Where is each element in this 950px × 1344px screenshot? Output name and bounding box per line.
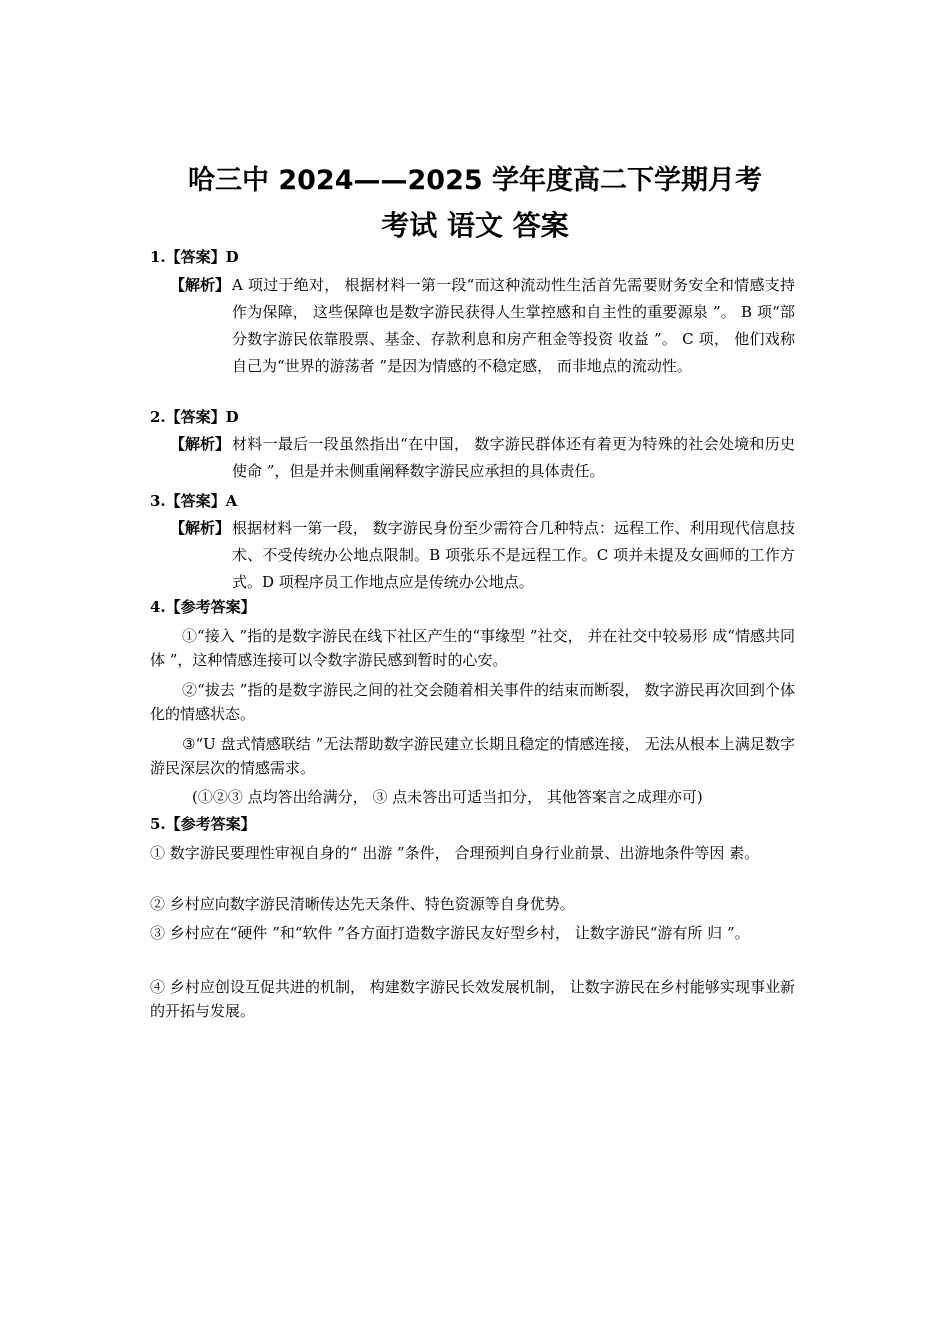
q3-analysis bbox=[170, 515, 795, 596]
q5-point-4: ④ 乡村应创设互促共进的机制， 构建数字游民长效发展机制， 让数字游民在乡村能够实现事业新的开拓与发展。 bbox=[150, 978, 795, 1020]
q4-point-1: ①“接入 ”指的是数字游民在线下社区产生的“事缘型 ”社交， 并在社交中较易形 成“情感共同体 ”，这种情感连接可以令数字游民感到暂时的心安。 bbox=[150, 627, 795, 669]
q3-analysis-text: 根据材料一第一段， 数字游民身份至少需符合几种特点：远程工作、利用现代信息技术、不受传统办公地点限制。B 项张乐不是远程工作。C 项并未提及女画师的工作方式。D 项程序员工作地点应是传统办公地点。 bbox=[232, 519, 795, 591]
q2-answer: 2.【答案】D bbox=[150, 408, 239, 426]
q3-answer: 3.【答案】A bbox=[150, 492, 238, 510]
q1-answer: 1.【答案】D bbox=[150, 248, 239, 266]
q1-analysis-label: 【解析】 bbox=[170, 276, 231, 294]
q4-scoring-note: (①②③ 点均答出给满分， ③ 点未答出可适当扣分， 其他答案言之成理亦可) bbox=[192, 788, 703, 806]
q3-analysis-label: 【解析】 bbox=[170, 519, 231, 537]
q1-analysis bbox=[170, 272, 795, 380]
q1-analysis-text: A 项过于绝对， 根据材料一第一段“而这种流动性生活首先需要财务安全和情感支持作为保障， 这些保障也是数字游民获得人生掌控感和自主性的重要源泉 ”。 B 项“部分数字游民依靠股票、基金、存款利息和房产租金等投资 收益 ”。 C 项， 他们戏称自己为“世界的游荡者 ”是因为情感的不稳定感， 而非地点的流动性。 bbox=[232, 276, 795, 375]
q4-point-2: ②“拔去 ”指的是数字游民之间的社交会随着相关事件的结束而断裂， 数字游民再次回到个体化的情感状态。 bbox=[150, 681, 795, 723]
q2-analysis bbox=[170, 431, 795, 485]
q2-analysis-text: 材料一最后一段虽然指出“在中国， 数字游民群体还有着更为特殊的社会处境和历史使命 ”，但是并未侧重阐释数字游民应承担的具体责任。 bbox=[232, 435, 795, 480]
document-title-line2: 考试 语文 答案 bbox=[381, 209, 569, 242]
q5-answer-heading: 5.【参考答案】 bbox=[150, 815, 256, 833]
document-title-line1: 哈三中 2024——2025 学年度高二下学期月考 bbox=[187, 165, 763, 196]
q5-point-1: ① 数字游民要理性审视自身的“ 出游 ”条件， 合理预判自身行业前景、出游地条件等因 素。 bbox=[150, 844, 760, 862]
q2-analysis-label: 【解析】 bbox=[170, 435, 231, 453]
q5-point-2: ② 乡村应向数字游民清晰传达先天条件、特色资源等自身优势。 bbox=[150, 895, 575, 913]
q5-point-3: ③ 乡村应在“硬件 ”和“软件 ”各方面打造数字游民友好型乡村， 让数字游民“游有所 归 ”。 bbox=[150, 924, 750, 942]
q4-point-3: ③“U 盘式情感联结 ”无法帮助数字游民建立长期且稳定的情感连接， 无法从根本上满足数字游民深层次的情感需求。 bbox=[150, 735, 795, 777]
q4-answer-heading: 4.【参考答案】 bbox=[150, 598, 256, 616]
